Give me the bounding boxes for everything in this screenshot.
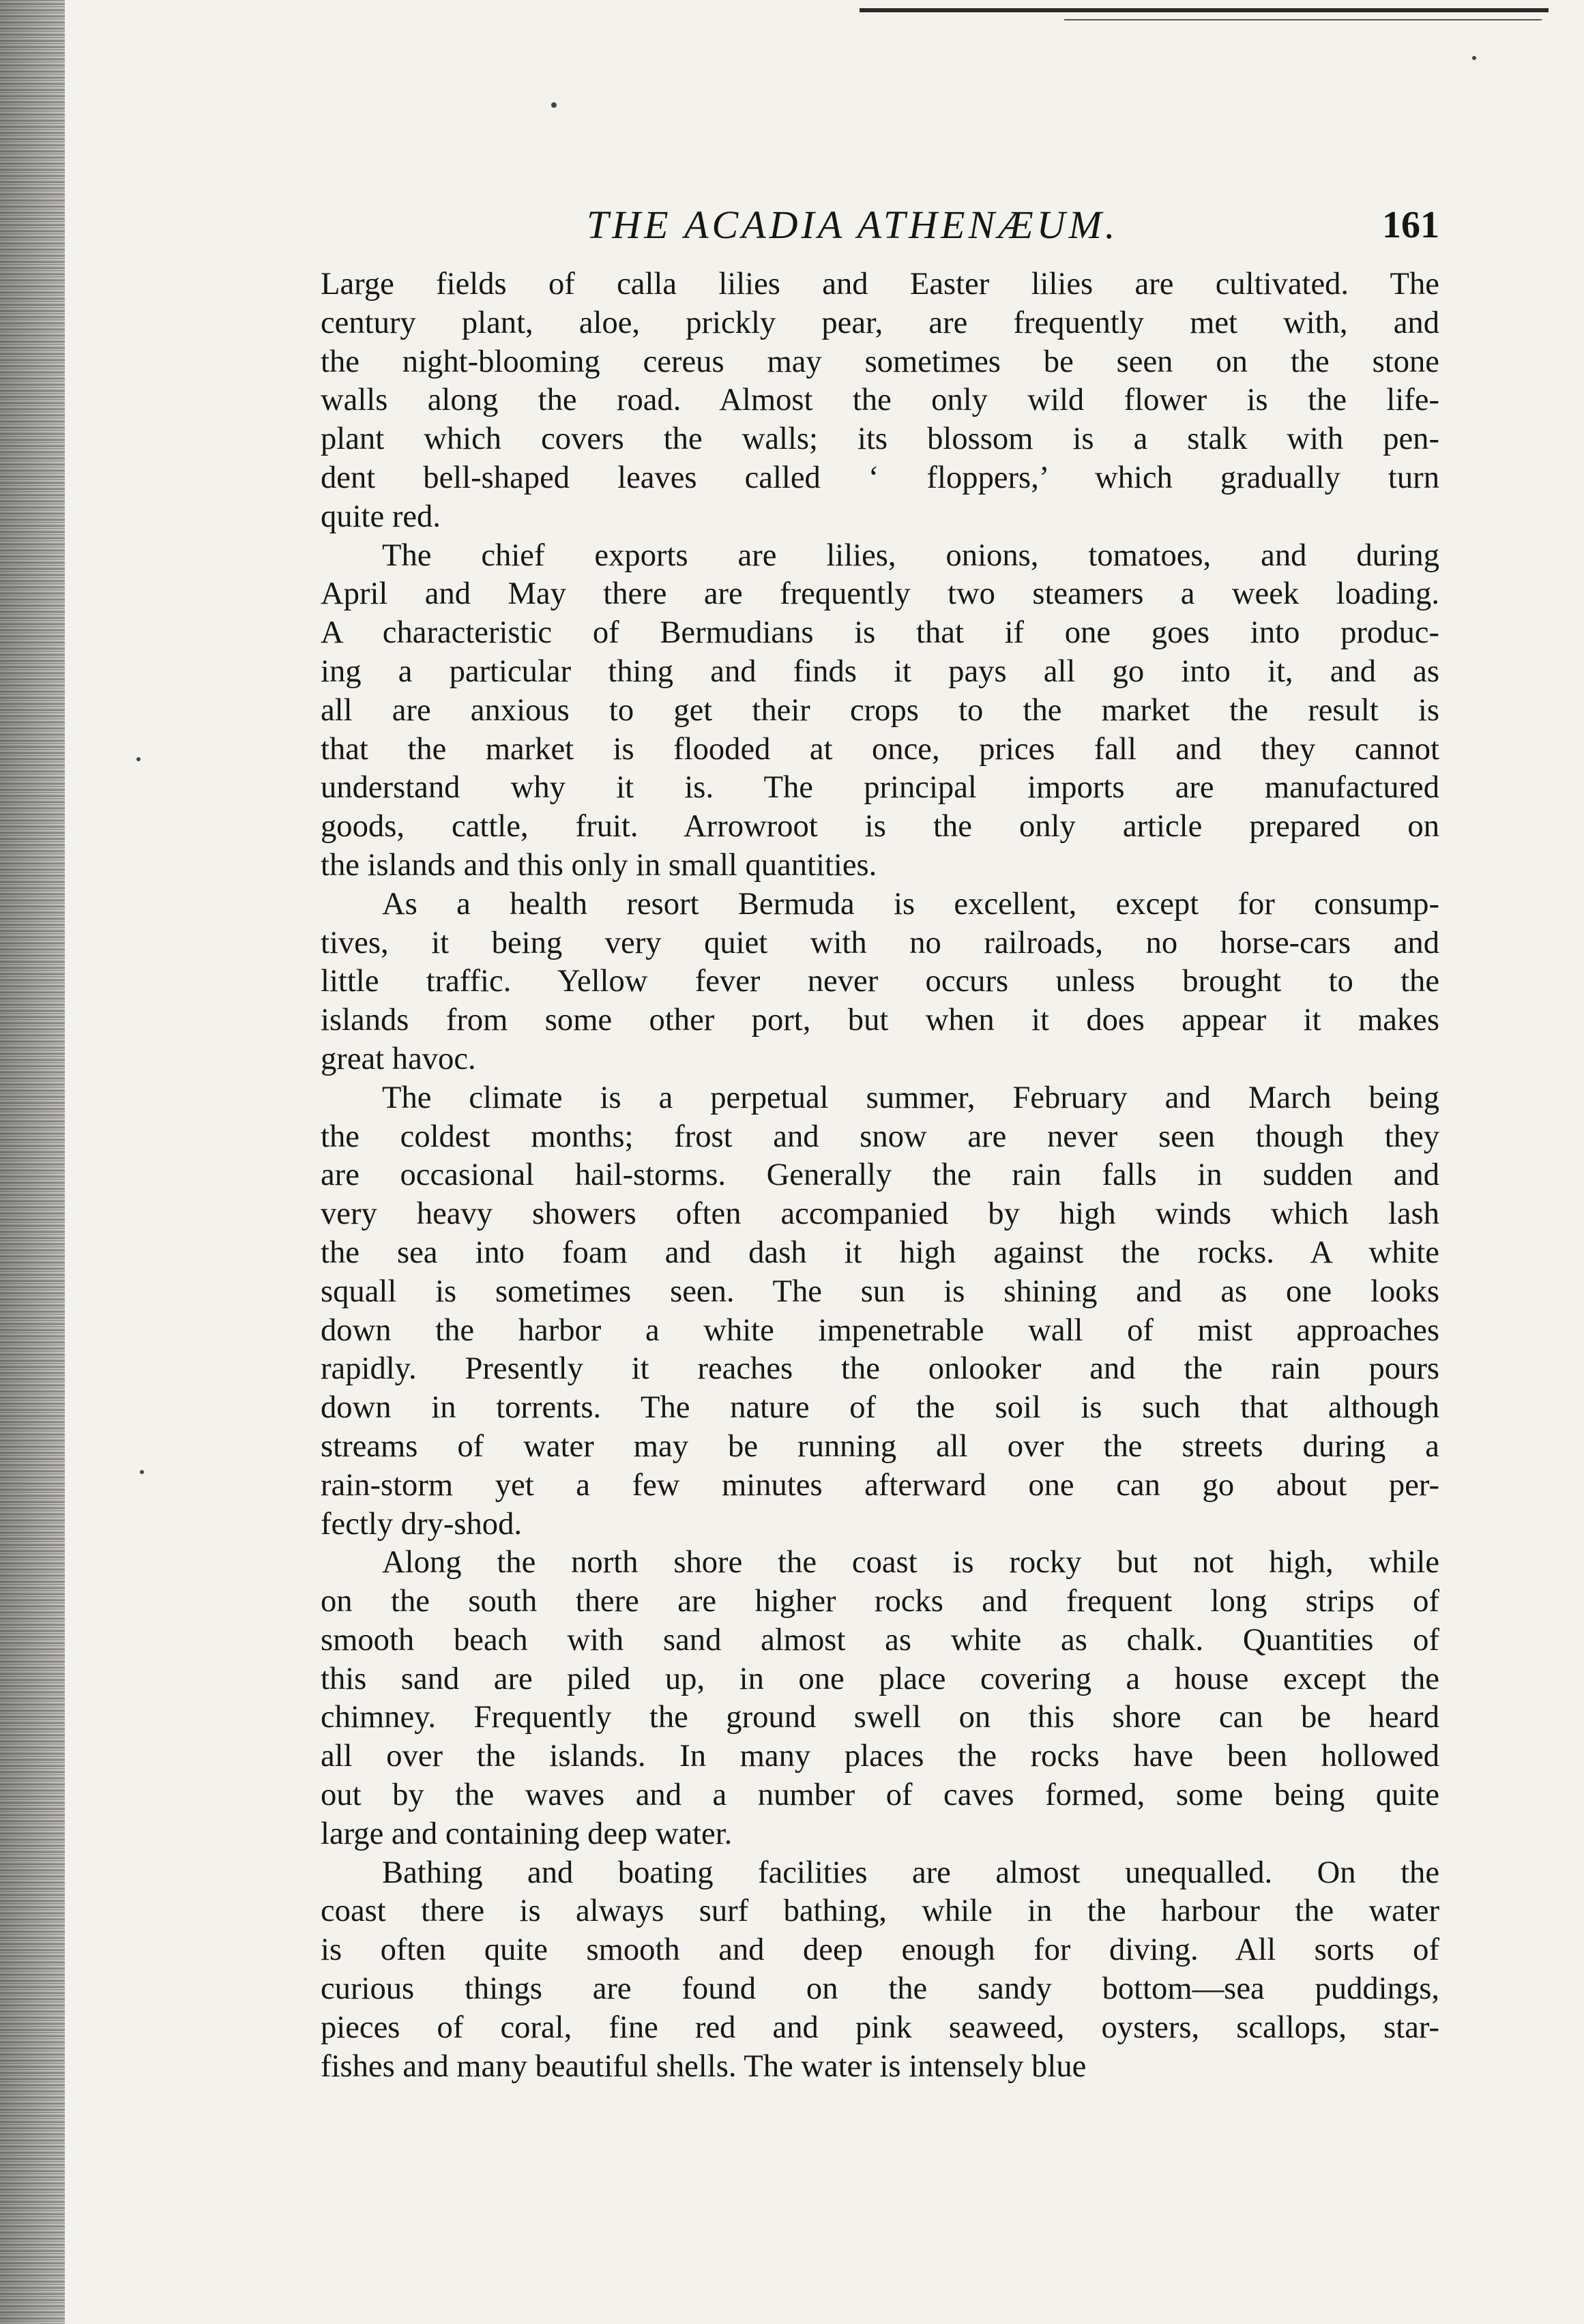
text-line: A characteristic of Bermudians is that if one goes into produc- bbox=[321, 615, 1439, 651]
text-line: curious things are found on the sandy bottom—sea puddings, bbox=[321, 1971, 1439, 2007]
top-edge-rule bbox=[860, 8, 1549, 12]
text-line: very heavy showers often accompanied by high winds which lash bbox=[321, 1196, 1439, 1232]
text-line: the night-blooming cereus may sometimes be seen on the stone bbox=[321, 343, 1439, 379]
top-edge-thin-rule bbox=[1064, 19, 1542, 20]
text-line: all are anxious to get their crops to the market the result is bbox=[321, 692, 1439, 728]
text-line: out by the waves and a number of caves formed, some being quite bbox=[321, 1777, 1439, 1813]
text-line: little traffic. Yellow fever never occurs unless brought to the bbox=[321, 963, 1439, 999]
text-line: century plant, aloe, prickly pear, are frequently met with, and bbox=[321, 304, 1439, 340]
text-line: the coldest months; frost and snow are never seen though they bbox=[321, 1118, 1439, 1154]
text-line: great havoc. bbox=[321, 1040, 476, 1076]
text-line: ing a particular thing and finds it pays all go into it, and as bbox=[321, 653, 1439, 689]
print-speck bbox=[140, 1470, 144, 1474]
text-line: that the market is flooded at once, prices fall and they cannot bbox=[321, 731, 1439, 767]
print-speck bbox=[1472, 56, 1476, 60]
text-line: islands from some other port, but when it does appear it makes bbox=[321, 1002, 1439, 1038]
page-number: 161 bbox=[1382, 204, 1439, 246]
text-line: pieces of coral, fine red and pink seaweed, oysters, scallops, star- bbox=[321, 2009, 1439, 2045]
text-line: fishes and many beautiful shells. The water is intensely blue bbox=[321, 2048, 1087, 2084]
text-line: are occasional hail-storms. Generally the rain falls in sudden and bbox=[321, 1157, 1439, 1193]
text-line: this sand are piled up, in one place covering a house except the bbox=[321, 1660, 1439, 1696]
text-line: on the south there are higher rocks and frequent long strips of bbox=[321, 1583, 1439, 1619]
paragraph bbox=[321, 1853, 1439, 2086]
page-header bbox=[321, 198, 1439, 252]
text-line: dent bell-shaped leaves called ‘ floppers,’ which gradually turn bbox=[321, 459, 1439, 495]
text-line: walls along the road. Almost the only wild flower is the life- bbox=[321, 382, 1439, 418]
text-line: quite red. bbox=[321, 498, 441, 534]
text-line: Bathing and boating facilities are almost unequalled. On the bbox=[382, 1854, 1439, 1890]
text-line: The climate is a perpetual summer, February and March being bbox=[382, 1079, 1439, 1115]
text-line: the islands and this only in small quantities. bbox=[321, 847, 877, 883]
text-line: coast there is always surf bathing, while in the harbour the water bbox=[321, 1893, 1439, 1929]
text-line: large and containing deep water. bbox=[321, 1815, 733, 1851]
text-line: plant which covers the walls; its blossom is a stalk with pen- bbox=[321, 421, 1439, 457]
text-line: The chief exports are lilies, onions, tomatoes, and during bbox=[382, 537, 1439, 573]
text-line: understand why it is. The principal imports are manufactured bbox=[321, 769, 1439, 806]
text-line: Large fields of calla lilies and Easter lilies are cultivated. The bbox=[321, 266, 1439, 301]
print-speck bbox=[551, 102, 557, 108]
text-line: goods, cattle, fruit. Arrowroot is the only article prepared on bbox=[321, 808, 1439, 844]
page-binding-shadow bbox=[0, 0, 65, 2324]
text-line: down the harbor a white impenetrable wall of mist approaches bbox=[321, 1312, 1439, 1348]
text-line: smooth beach with sand almost as white as chalk. Quantities of bbox=[321, 1621, 1439, 1658]
text-line: chimney. Frequently the ground swell on this shore can be heard bbox=[321, 1699, 1439, 1735]
text-line: fectly dry-shod. bbox=[321, 1505, 523, 1542]
paragraph bbox=[321, 536, 1439, 885]
text-line: is often quite smooth and deep enough for diving. All sorts of bbox=[321, 1932, 1439, 1968]
text-line: tives, it being very quiet with no railroads, no horse-cars and bbox=[321, 924, 1439, 960]
text-line: the sea into foam and dash it high against the rocks. A white bbox=[321, 1234, 1439, 1270]
text-line: streams of water may be running all over the streets during a bbox=[321, 1428, 1439, 1464]
text-line: rapidly. Presently it reaches the onlooker and the rain pours bbox=[321, 1351, 1439, 1387]
text-line: rain-storm yet a few minutes afterward one can go about per- bbox=[321, 1467, 1439, 1503]
text-line: Along the north shore the coast is rocky but not high, while bbox=[382, 1544, 1439, 1580]
paragraph bbox=[321, 1078, 1439, 1544]
paragraph bbox=[321, 885, 1439, 1078]
text-line: squall is sometimes seen. The sun is shining and as one looks bbox=[321, 1273, 1439, 1309]
text-line: all over the islands. In many places the rocks have been hollowed bbox=[321, 1738, 1439, 1774]
text-line: As a health resort Bermuda is excellent, except for consump- bbox=[382, 885, 1439, 922]
print-speck bbox=[136, 757, 141, 761]
running-title: THE ACADIA ATHENÆUM. bbox=[587, 203, 1119, 247]
paragraph bbox=[321, 265, 1439, 536]
text-line: down in torrents. The nature of the soil is such that although bbox=[321, 1389, 1439, 1426]
text-line: April and May there are frequently two steamers a week loading. bbox=[321, 576, 1439, 612]
paragraph bbox=[321, 1543, 1439, 1853]
text-column bbox=[321, 265, 1439, 2085]
